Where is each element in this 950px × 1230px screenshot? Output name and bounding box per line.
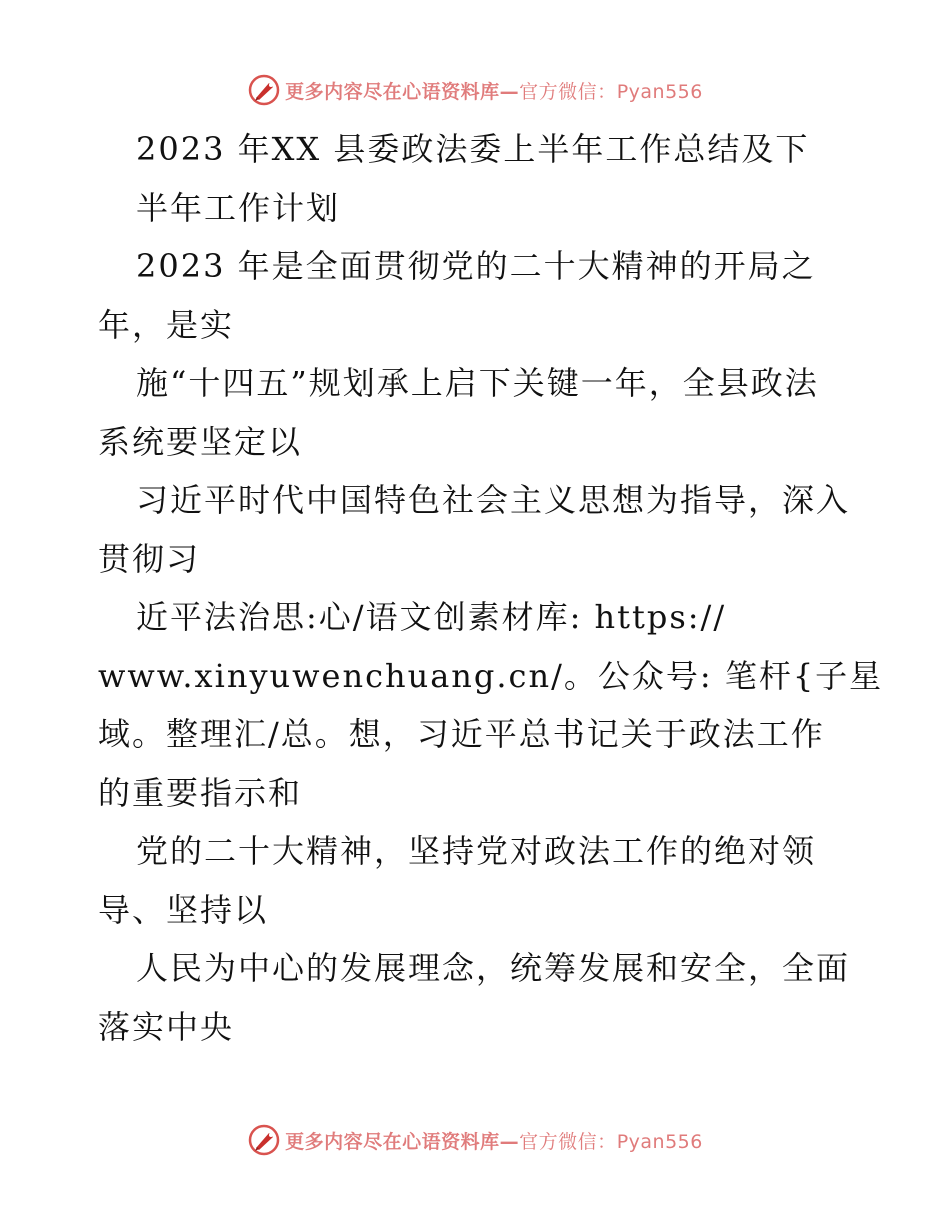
text-line: 年，是实: [98, 305, 235, 344]
text-line: 导、坚持以: [98, 890, 269, 929]
watermark-wechat-label: 官方微信：: [519, 1130, 617, 1153]
text-line: 人民为中心的发展理念，统筹发展和安全，全面: [136, 949, 851, 987]
text-line: 2023 年XX 县委政法委上半年工作总结及下: [136, 130, 810, 168]
text-line: 半年工作计划: [136, 188, 341, 227]
pen-nib-logo-icon: [247, 73, 281, 107]
watermark-wechat-id: Pyan556: [616, 80, 703, 103]
watermark-dash: —: [499, 80, 520, 103]
watermark-main: 更多内容尽在心语资料库: [285, 80, 500, 103]
watermark-wechat-id: Pyan556: [616, 1130, 703, 1153]
text-line: www.xinyuwenchuang.cn/。公众号: 笔杆{子星: [98, 656, 884, 695]
text-line: 域。整理汇/总。想，习近平总书记关于政法工作: [98, 715, 825, 753]
text-line: 的重要指示和: [98, 773, 303, 812]
watermark-text: [285, 77, 703, 104]
text-line: 党的二十大精神，坚持党对政法工作的绝对领: [136, 832, 817, 870]
watermark-dash: —: [499, 1130, 520, 1153]
document-body: [98, 120, 884, 1056]
footer-watermark: [0, 1120, 950, 1160]
watermark-text: [285, 1127, 703, 1154]
text-line: 近平法治思:心/语文创素材库: https://: [136, 598, 727, 636]
text-line: 落实中央: [98, 1007, 235, 1046]
text-line: 贯彻习: [98, 539, 201, 578]
text-line: 系统要坚定以: [98, 422, 303, 461]
text-line: 习近平时代中国特色社会主义思想为指导，深入: [136, 481, 851, 519]
text-line: 2023 年是全面贯彻党的二十大精神的开局之: [136, 247, 816, 285]
watermark-main: 更多内容尽在心语资料库: [285, 1130, 500, 1153]
pen-nib-logo-icon: [247, 1123, 281, 1157]
header-watermark: [0, 70, 950, 110]
watermark-wechat-label: 官方微信：: [519, 80, 617, 103]
text-line: 施“十四五”规划承上启下关键一年，全县政法: [136, 364, 819, 402]
